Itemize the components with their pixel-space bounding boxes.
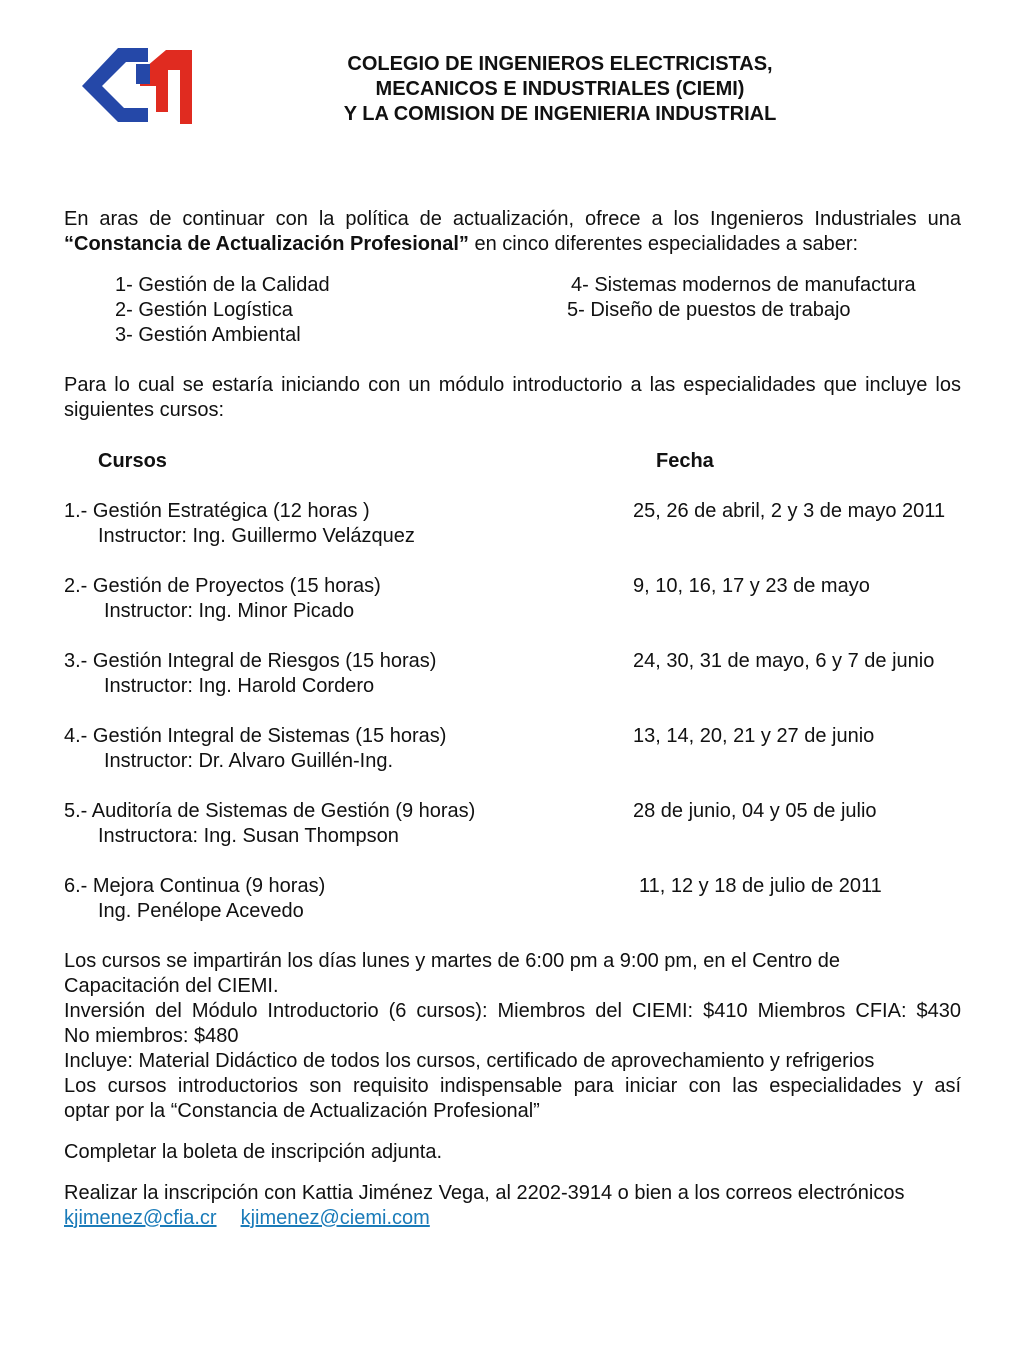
course-5-title: 5.- Auditoría de Sistemas de Gestión (9 horas): [64, 800, 476, 822]
details-block: [64, 949, 961, 1124]
includes-line: Incluye: Material Didáctico de todos los cursos, certificado de aprovechamiento y refrigerios: [64, 1050, 875, 1072]
complete-form-text: Completar la boleta de inscripción adjunta.: [64, 1141, 442, 1163]
specialty-1: 1- Gestión de la Calidad: [115, 274, 330, 296]
module-intro-line-2: siguientes cursos:: [64, 399, 225, 421]
intro-bold-title: “Constancia de Actualización Profesional”: [64, 233, 469, 255]
email-link-cfia[interactable]: kjimenez@cfia.cr: [64, 1207, 217, 1229]
course-2-instructor: Instructor: Ing. Minor Picado: [104, 600, 355, 622]
investment-line-1: Inversión del Módulo Introductorio (6 cursos): Miembros del CIEMI: $410 Miembros CFIA: $430: [64, 1000, 961, 1022]
specialty-3: 3- Gestión Ambiental: [115, 324, 301, 346]
course-2-date: 9, 10, 16, 17 y 23 de mayo: [633, 575, 870, 597]
ciemi-logo: [80, 46, 212, 128]
requirement-line-2: optar por la “Constancia de Actualización Profesional”: [64, 1100, 540, 1122]
date-column-header: Fecha: [656, 450, 714, 472]
investment-line-2: No miembros: $480: [64, 1025, 239, 1047]
course-6-date: 11, 12 y 18 de julio de 2011: [639, 875, 882, 897]
course-4-title: 4.- Gestión Integral de Sistemas (15 horas): [64, 725, 447, 747]
courses-column-header: Cursos: [98, 450, 167, 472]
header-line-2: MECANICOS E INDUSTRIALES (CIEMI): [375, 78, 745, 100]
course-5-date: 28 de junio, 04 y 05 de julio: [633, 800, 877, 822]
specialty-4: 4- Sistemas modernos de manufactura: [571, 274, 916, 296]
schedule-line-2: Capacitación del CIEMI.: [64, 975, 279, 997]
schedule-line-1: Los cursos se impartirán los días lunes y martes de 6:00 pm a 9:00 pm, en el Centro de: [64, 950, 840, 972]
course-2-title: 2.- Gestión de Proyectos (15 horas): [64, 575, 381, 597]
requirement-line-1: Los cursos introductorios son requisito indispensable para iniciar con las especialidades y así: [64, 1075, 961, 1097]
logo-blue-accent: [136, 64, 150, 84]
header-line-3: Y LA COMISION DE INGENIERIA INDUSTRIAL: [343, 103, 777, 125]
course-6-instructor: Ing. Penélope Acevedo: [98, 900, 304, 922]
course-5-instructor: Instructora: Ing. Susan Thompson: [98, 825, 399, 847]
document-header: [260, 52, 860, 127]
module-intro-paragraph: [64, 373, 961, 423]
course-4-instructor: Instructor: Dr. Alvaro Guillén-Ing.: [104, 750, 394, 772]
specialty-5: 5- Diseño de puestos de trabajo: [567, 299, 851, 321]
intro-paragraph: [64, 207, 961, 257]
intro-line-2-rest: en cinco diferentes especialidades a saber:: [468, 233, 859, 255]
course-1-date: 25, 26 de abril, 2 y 3 de mayo 2011: [633, 500, 946, 522]
email-links: [64, 1206, 430, 1231]
course-3-title: 3.- Gestión Integral de Riesgos (15 horas): [64, 650, 437, 672]
intro-line-2: [64, 232, 961, 257]
module-intro-line-1: Para lo cual se estaría iniciando con un módulo introductorio a las especialidades que incluye los: [64, 374, 961, 396]
intro-line-1: En aras de continuar con la política de actualización, ofrece a los Ingenieros Industriales una: [64, 208, 961, 230]
email-link-ciemi[interactable]: kjimenez@ciemi.com: [240, 1207, 430, 1229]
course-1-title: 1.- Gestión Estratégica (12 horas ): [64, 500, 370, 522]
course-3-date: 24, 30, 31 de mayo, 6 y 7 de junio: [633, 650, 935, 672]
header-line-1: COLEGIO DE INGENIEROS ELECTRICISTAS,: [347, 53, 773, 75]
course-6-title: 6.- Mejora Continua (9 horas): [64, 875, 326, 897]
contact-text: Realizar la inscripción con Kattia Jiménez Vega, al 2202-3914 o bien a los correos electrónicos: [64, 1182, 905, 1204]
logo-blue-shape: [82, 48, 148, 122]
course-4-date: 13, 14, 20, 21 y 27 de junio: [633, 725, 875, 747]
course-1-instructor: Instructor: Ing. Guillermo Velázquez: [98, 525, 415, 547]
course-3-instructor: Instructor: Ing. Harold Cordero: [104, 675, 375, 697]
specialty-2: 2- Gestión Logística: [115, 299, 293, 321]
